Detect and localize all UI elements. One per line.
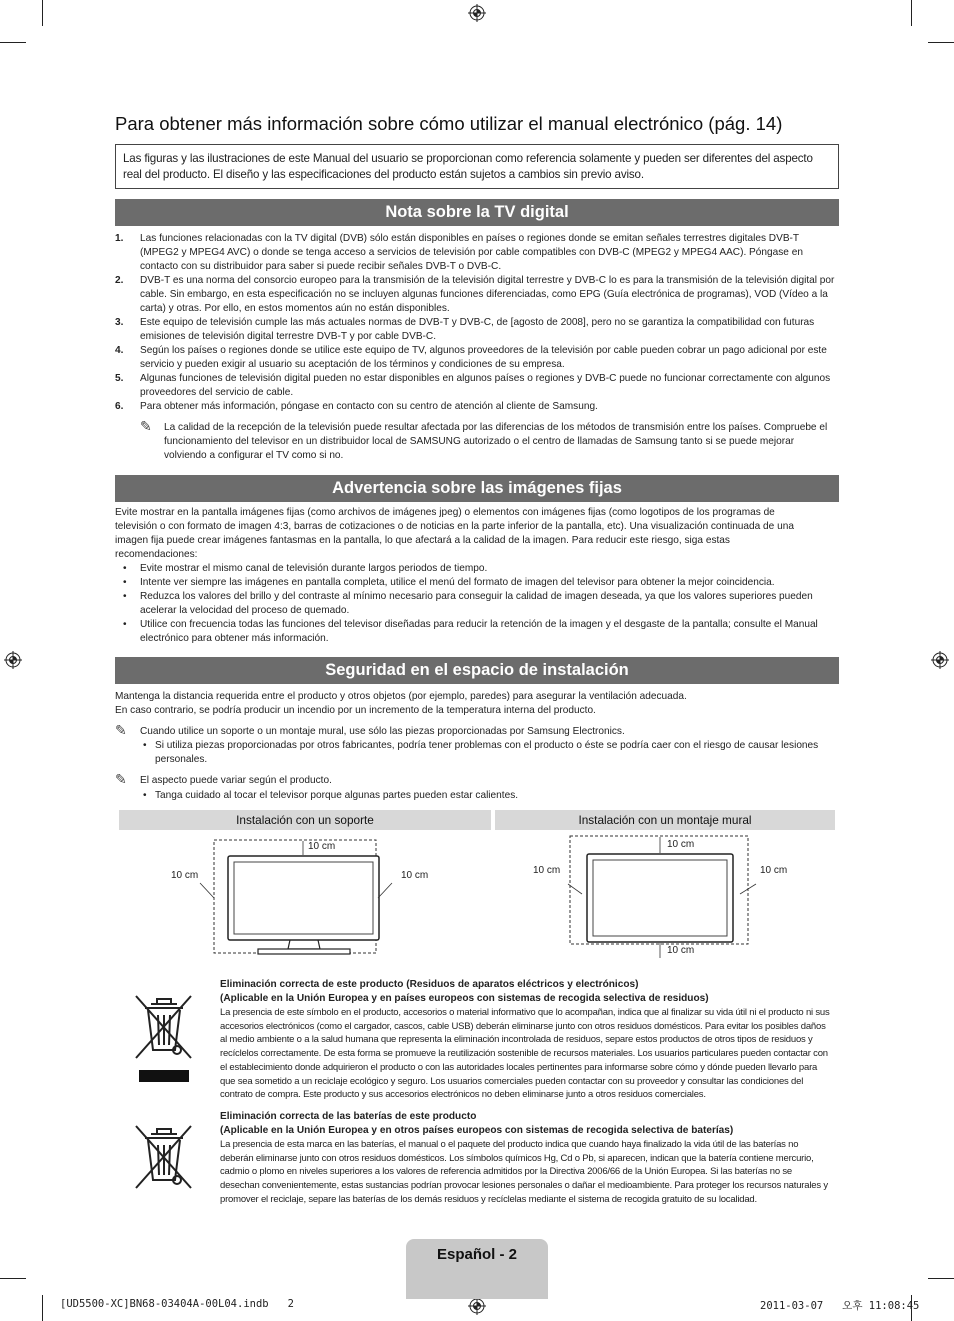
item-number: 3. — [115, 317, 124, 328]
item-number: 4. — [115, 345, 124, 356]
list-item — [115, 590, 840, 618]
list-item — [115, 618, 840, 646]
list-item — [115, 344, 840, 372]
battery-disposal-subtitle: (Aplicable en la Unión Europea y en otros países europeos con sistemas de recogida selectiva de baterías) — [220, 1125, 734, 1136]
item-text: Las funciones relacionadas con la TV digital (DVB) sólo están disponibles en países o regiones donde se emitan señales terrestres digitales DVB-T (MPEG2 y MPEG4 AVC) o donde se tenga acceso a servicios de televisión por cable compatibles con DVB-C (MPEG2 y MPEG4 AAC). Póngase en contacto con su distribuidor para saber si puede recibir señales DVB-T o DVB-C. — [140, 233, 803, 272]
list-item — [115, 562, 840, 576]
list-item — [115, 274, 840, 316]
installation-note-2-bullet: Tanga cuidado al tocar el televisor porque algunas partes pueden estar calientes. — [155, 790, 519, 801]
dimension-label-bottom: 10 cm — [667, 945, 695, 956]
weee-product-title: Eliminación correcta de este producto (Residuos de aparatos eléctricos y electrónicos) — [220, 979, 639, 990]
installation-intro-1: Mantenga la distancia requerida entre el producto y otros objetos (por ejemplo, paredes) para asegurar la ventilación adecuada. — [115, 691, 687, 702]
list-item — [115, 232, 840, 274]
dimension-label-left: 10 cm — [171, 870, 199, 881]
disclaimer-box: Las figuras y las ilustraciones de este Manual del usuario se proporcionan como referencia solamente y pueden ser diferentes del aspecto real del producto. El diseño y las especificaciones del producto están sujetos a cambios sin previo aviso. — [115, 144, 839, 189]
item-text: Para obtener más información, póngase en contacto con su centro de atención al cliente de Samsung. — [140, 401, 598, 412]
print-slug-right: 2011-03-07 오후 11:08:45 — [760, 1300, 920, 1312]
battery-disposal-block — [220, 1110, 832, 1207]
installation-note-2: El aspecto puede variar según el producto. — [140, 775, 332, 786]
dimension-label-left: 10 cm — [533, 865, 561, 876]
bullet-icon: • — [123, 577, 127, 588]
section-heading-still-images — [115, 475, 839, 502]
dimension-label-top: 10 cm — [308, 841, 336, 852]
item-text: Evite mostrar el mismo canal de televisión durante largos periodos de tiempo. — [140, 563, 488, 574]
weee-product-body: La presencia de este símbolo en el producto, accesorios o material informativo que lo acompañan, indica que al finalizar su vida útil ni el producto ni sus accesorios electrónicos (como el cargador, cascos, cable USB) deberán eliminarse junto con otros residuos domésticos. Para evitar los posibles daños al medio ambiente o a la salud humana que representa la eliminación incontrolada de residuos, separe estos productos de otros tipos de residuos y recíclelos correctamente. De esta forma se promueve la reutilización sostenible de recursos materiales. Los usuarios particulares pueden contactar con el establecimiento donde adquirieron el producto o con las autoridades locales pertinentes para informarse sobre cómo y dónde pueden llevarlo para que sea sometido a un reciclaje ecológico y seguro. Los usuarios comerciales pueden contactar con su proveedor y consultar las condiciones del contrato de compra. Este producto y sus accesorios electrónicos no deben eliminarse junto a otros residuos comerciales. — [220, 1007, 830, 1101]
dimension-label-right: 10 cm — [401, 870, 429, 881]
installation-intro-2: En caso contrario, se podría producir un incendio por un incremento de la temperatura interna del producto. — [115, 705, 596, 716]
bullet-icon: • — [143, 740, 147, 751]
item-text: DVB-T es una norma del consorcio europeo para la transmisión de la televisión digital terrestre y DVB-C lo es para la transmisión de la televisión digital por cable. Sin embargo, en esta especificación no se incluyen algunas funciones diferenciadas, como EPG (Guía electrónica de programas), VOD (Vídeo a la carta) y otras. Por ello, en estos momentos aún no están disponibles. — [140, 275, 835, 314]
note-pencil-icon: ✎ — [115, 771, 127, 787]
installation-note-1-bullet: Si utiliza piezas proporcionadas por otros fabricantes, podría tener problemas con el producto o éste se podría caer con el riesgo de causar lesiones personales. — [155, 740, 819, 765]
crop-mark — [928, 42, 954, 43]
digital-tv-list — [115, 232, 840, 414]
crop-mark — [0, 42, 26, 43]
note-pencil-icon: ✎ — [115, 722, 127, 738]
registration-mark-icon — [4, 651, 22, 669]
wall-install-header: Instalación con un montaje mural — [495, 810, 835, 830]
still-image-bullets — [115, 562, 840, 646]
crossed-bin-icon — [131, 990, 197, 1082]
weee-product-block — [220, 978, 832, 1102]
item-text: Según los países o regiones donde se utilice este equipo de TV, algunos proveedores de la televisión por cable pueden cobrar un pago adicional por este servicio y pueden exigir al usuario su aceptación de los términos y condiciones de su empresa. — [140, 345, 827, 370]
item-number: 2. — [115, 275, 124, 286]
bullet-icon: • — [123, 563, 127, 574]
registration-mark-icon — [931, 651, 949, 669]
page-title: Para obtener más información sobre cómo utilizar el manual electrónico (pág. 14) — [115, 113, 783, 134]
installation-note-1: Cuando utilice un soporte o un montaje mural, use sólo las piezas proporcionadas por Samsung Electronics. — [140, 726, 625, 737]
still-image-intro: Evite mostrar en la pantalla imágenes fijas (como archivos de imágenes jpeg) o elementos con imágenes fijas (como logotipos de los programas de televisión o con formato de imagen 4:3, barras de cotizaciones o de noticias en la parte inferior de la pantalla, etc). Una visualización continuada de una imagen fija puede crear imágenes fantasmas en la pantalla, lo que afectará a la calidad de la imagen. Para reducir este riesgo, siga estas recomendaciones: — [115, 507, 794, 560]
section-heading-digital-tv — [115, 199, 839, 226]
crop-mark — [928, 1278, 954, 1279]
section-heading-installation — [115, 657, 839, 684]
battery-disposal-title: Eliminación correcta de las baterías de este producto — [220, 1111, 477, 1122]
list-item — [115, 316, 840, 344]
dimension-label-right: 10 cm — [760, 865, 788, 876]
item-number: 5. — [115, 373, 124, 384]
crop-mark — [911, 0, 912, 26]
registration-mark-icon — [468, 1297, 486, 1315]
registration-mark-icon — [468, 4, 486, 22]
section-heading-label: Advertencia sobre las imágenes fijas — [332, 479, 622, 497]
list-item — [115, 372, 840, 400]
note-pencil-icon: ✎ — [140, 418, 152, 434]
crop-mark — [42, 0, 43, 26]
section-heading-label: Nota sobre la TV digital — [385, 203, 569, 221]
list-item — [115, 576, 840, 590]
bullet-icon: • — [123, 619, 127, 630]
item-text: Algunas funciones de televisión digital pueden no estar disponibles en algunos países o regiones y DVB-C puede no funcionar correctamente con algunos proveedores del servicio de cable. — [140, 373, 831, 398]
crop-mark — [42, 1295, 43, 1321]
crop-mark — [0, 1278, 26, 1279]
bullet-icon: • — [123, 591, 127, 602]
section-heading-label: Seguridad en el espacio de instalación — [325, 661, 629, 679]
print-slug-left: [UD5500-XC]BN68-03404A-00L04.indb 2 — [60, 1298, 294, 1310]
item-text: Reduzca los valores del brillo y del contraste al mínimo necesario para conseguir la calidad de imagen deseada, ya que los valores superiores pueden acelerar la velocidad del proceso de quemado. — [140, 591, 813, 616]
wall-install-diagram — [530, 832, 770, 962]
digital-tv-note: La calidad de la recepción de la televisión puede resultar afectada por las diferencias de los métodos de transmisión entre los países. Compruebe el funcionamiento del televisor en un distribuidor local de SAMSUNG autorizado o el centro de llamadas de Samsung tanto si se puede mejorar volviendo a configurar el TV como si no. — [164, 422, 828, 461]
item-number: 1. — [115, 233, 124, 244]
item-text: Este equipo de televisión cumple las más actuales normas de DVB-T y DVB-C, de [agosto de 2008], pero no se garantiza la compatibilidad con futuras emisiones de televisión digital terrestre DVB-T y por cable DVB-C. — [140, 317, 815, 342]
crossed-battery-bin-icon — [131, 1122, 197, 1192]
weee-product-subtitle: (Aplicable en la Unión Europea y en países europeos con sistemas de recogida selectiva de residuos) — [220, 993, 709, 1004]
stand-install-header: Instalación con un soporte — [119, 810, 491, 830]
page-number-tab — [406, 1239, 548, 1299]
item-number: 6. — [115, 401, 124, 412]
item-text: Utilice con frecuencia todas las funciones del televisor diseñadas para reducir la retención de la imagen y el desgaste de la pantalla; consulte el Manual electrónico para obtener más información. — [140, 619, 818, 644]
dimension-label-top: 10 cm — [667, 839, 695, 850]
page-number: Español - 2 — [436, 1246, 518, 1263]
list-item — [115, 400, 840, 414]
item-text: Intente ver siempre las imágenes en pantalla completa, utilice el menú del formato de imagen del televisor para obtener la mejor coincidencia. — [140, 577, 775, 588]
battery-disposal-body: La presencia de esta marca en las baterías, el manual o el paquete del producto indica que cuando haya finalizado la vida útil de las baterías no deberán eliminarse junto con otros residuos domésticos. Los símbolos químicos Hg, Cd o Pb, si aparecen, indican que la batería contiene mercurio, cadmio o plomo en niveles superiores a los valores de referencia admitidos por la Directiva 2006/66 de la Unión Europea. Si las baterías no se desechan convenientemente, estas sustancias podrían provocar lesiones personales o dañar el medioambiente. Para proteger los recursos naturales y promover el reciclaje, separe las baterías de los demás residuos y recíclelas mediante el sistema de recogida gratuito de su localidad. — [220, 1139, 828, 1205]
bullet-icon: • — [143, 790, 147, 801]
stand-install-diagram — [170, 835, 470, 960]
